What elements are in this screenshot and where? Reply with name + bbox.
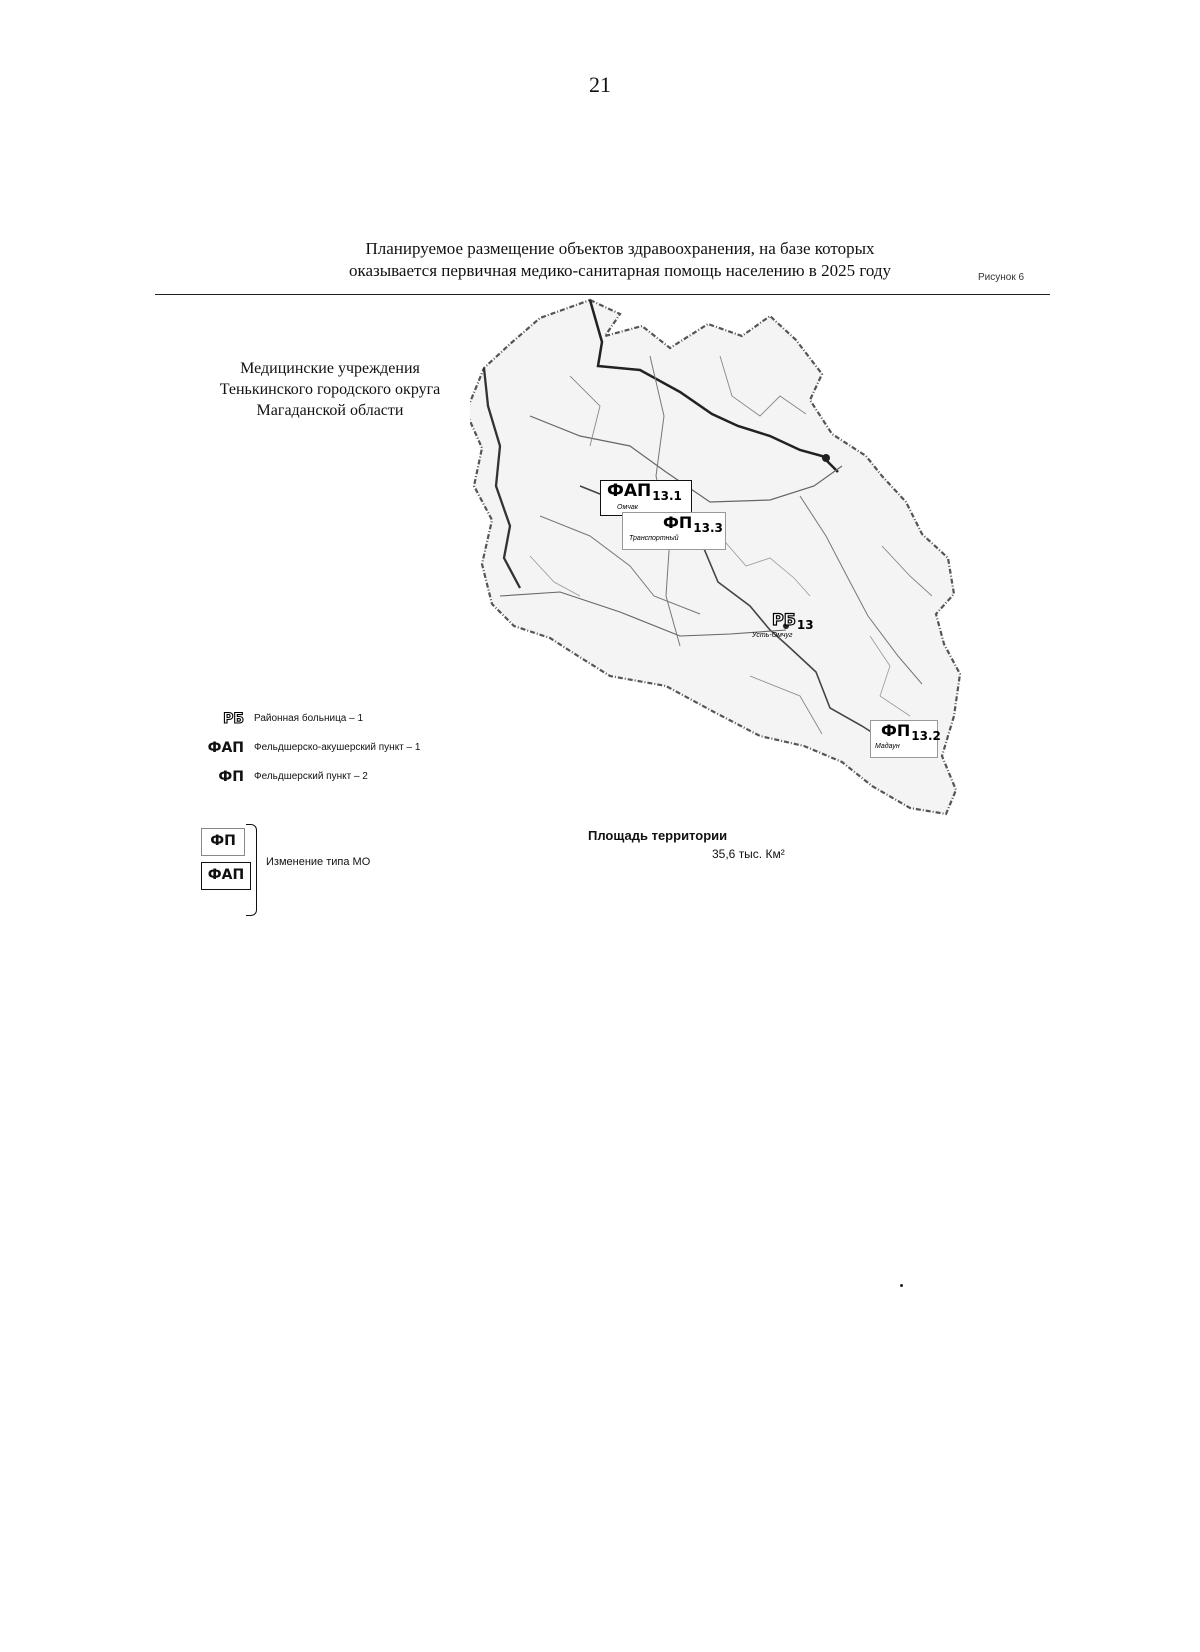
title-divider xyxy=(155,294,1050,295)
map-title-line-1: Медицинские учреждения xyxy=(240,360,420,377)
legend-text-rb: Районная больница – 1 xyxy=(254,713,364,724)
figure-label: Рисунок 6 xyxy=(978,272,1025,283)
marker-fp-madaun xyxy=(870,720,941,758)
legend-symbol-rb: РБ xyxy=(223,710,244,727)
page-number: 21 xyxy=(589,72,611,97)
marker-fp-transport-place: Транспортный xyxy=(629,535,679,542)
legend-row-rb xyxy=(200,704,420,733)
marker-fp-madaun-index: 13.2 xyxy=(911,729,941,743)
area-title: Площадь территории xyxy=(588,828,728,843)
marker-fp-madaun-place: Мадаун xyxy=(875,743,900,750)
map-title xyxy=(180,358,480,421)
marker-rb-place: Усть-Омчуг xyxy=(752,632,793,639)
legend-row-fp xyxy=(200,762,420,791)
legend-row-fap xyxy=(200,733,420,762)
figure-title-line-1: Планируемое размещение объектов здравоохранения, на базе которых xyxy=(365,239,875,258)
type-change-from: ФП xyxy=(201,828,245,856)
type-change-to: ФАП xyxy=(201,862,251,890)
marker-fap-place: Омчак xyxy=(617,504,639,511)
legend-symbol-fp: ФП xyxy=(218,768,244,785)
marker-fp-madaun-symbol: ФП xyxy=(881,721,911,740)
map-title-line-2: Тенькинского городского округа xyxy=(219,381,441,398)
marker-rb-symbol: РБ xyxy=(772,610,796,629)
type-change-brace xyxy=(246,824,257,916)
map-title-line-3: Магаданской области xyxy=(256,402,404,419)
marker-fap-omchak xyxy=(600,480,692,516)
marker-rb-index: 13 xyxy=(796,618,814,632)
marker-rb-ust-omchug xyxy=(752,610,832,646)
area-value: 35,6 тыс. Км² xyxy=(712,847,785,861)
legend-symbol-fap: ФАП xyxy=(207,739,244,756)
marker-fap-symbol: ФАП xyxy=(607,481,652,501)
marker-fp-transportny xyxy=(622,512,726,550)
marker-fap-index: 13.1 xyxy=(652,489,682,503)
legend-text-fap: Фельдшерско-акушерский пункт – 1 xyxy=(254,742,421,753)
legend-text-fp: Фельдшерский пункт – 2 xyxy=(254,771,368,782)
district-map xyxy=(470,296,1010,852)
figure-title xyxy=(300,238,940,282)
type-change-label: Изменение типа МО xyxy=(266,856,371,868)
marker-fp-transport-symbol: ФП xyxy=(663,513,693,532)
scan-speck xyxy=(900,1284,903,1287)
map-drawing xyxy=(470,296,1010,852)
marker-fp-transport-index: 13.3 xyxy=(693,521,723,535)
map-legend xyxy=(200,704,420,791)
figure-title-line-2: оказывается первичная медико-санитарная помощь населению в 2025 году xyxy=(348,261,892,280)
